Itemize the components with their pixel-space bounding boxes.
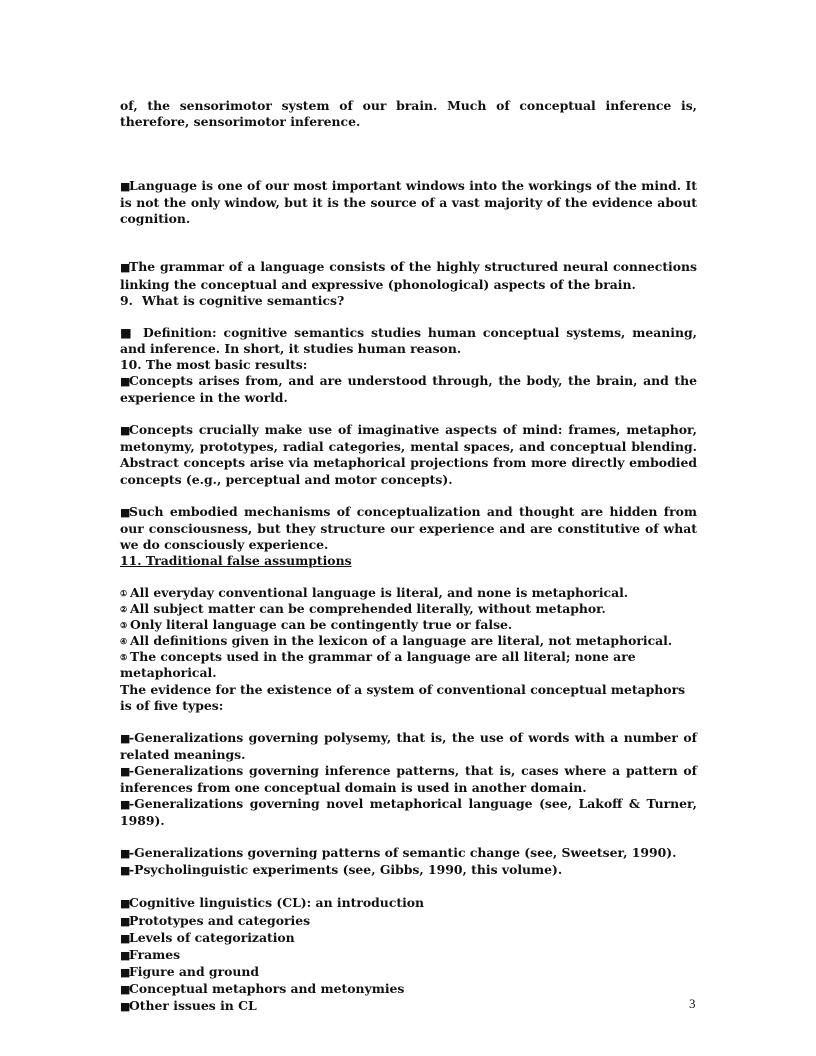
topic-item bbox=[120, 913, 697, 930]
result-3-text: Such embodied mechanisms of conceptualization and thought are hidden from our consciousness, but they structure our experience and are constitutive of what we do consciously experience. bbox=[120, 503, 697, 552]
result-1 bbox=[120, 373, 697, 406]
square-bullet-icon: ■ bbox=[120, 965, 131, 979]
square-bullet-icon: ■ bbox=[120, 1000, 131, 1014]
evidence-item bbox=[120, 763, 697, 796]
topic-text: Other issues in CL bbox=[129, 998, 257, 1014]
circled-digit-icon: ③ bbox=[120, 620, 128, 631]
assumption-text: Only literal language can be contingently true or false. bbox=[130, 617, 513, 633]
square-bullet-icon: ■ bbox=[120, 324, 132, 340]
circled-digit-icon: ④ bbox=[120, 636, 128, 647]
heading-9 bbox=[120, 293, 697, 309]
paragraph-definition bbox=[120, 325, 697, 357]
assumption-item bbox=[120, 617, 697, 633]
heading-10: 10. The most basic results: bbox=[120, 356, 308, 372]
topic-text: Levels of categorization bbox=[129, 929, 295, 945]
evidence-text: -Psycholinguistic experiments (see, Gibbs, 1990, this volume). bbox=[129, 862, 563, 878]
result-2 bbox=[120, 422, 697, 487]
heading-11: 11. Traditional false assumptions bbox=[120, 552, 352, 568]
circled-digit-icon: ① bbox=[120, 587, 128, 598]
assumption-item bbox=[120, 585, 697, 601]
square-bullet-icon: ■ bbox=[120, 897, 131, 911]
topic-item bbox=[120, 998, 697, 1015]
document-page bbox=[120, 98, 697, 1015]
topic-text: Prototypes and categories bbox=[129, 912, 311, 928]
evidence-text: -Generalizations governing patterns of semantic change (see, Sweetser, 1990). bbox=[129, 845, 677, 861]
square-bullet-icon: ■ bbox=[120, 864, 131, 878]
assumption-text: All subject matter can be comprehended literally, without metaphor. bbox=[130, 601, 606, 617]
topic-item bbox=[120, 964, 697, 981]
topics-list bbox=[120, 895, 697, 1015]
square-bullet-icon: ■ bbox=[120, 424, 131, 438]
topic-text: Frames bbox=[129, 946, 181, 962]
paragraph-language-text: Language is one of our most important windows into the workings of the mind. It is not the only window, but it is the source of a vast majority of the evidence about cognition. bbox=[120, 178, 697, 227]
evidence-item bbox=[120, 845, 697, 862]
assumption-item bbox=[120, 601, 697, 617]
topic-item bbox=[120, 981, 697, 998]
evidence-list-a bbox=[120, 730, 697, 830]
assumptions-list bbox=[120, 585, 697, 682]
evidence-list-b bbox=[120, 845, 697, 879]
paragraph-continuation: of, the sensorimotor system of our brain. Much of conceptual inference is, therefore, sensorimotor inference. bbox=[120, 98, 697, 130]
topic-text: Cognitive linguistics (CL): an introduction bbox=[129, 895, 425, 911]
result-1-text: Concepts arises from, and are understood through, the body, the brain, and the experience in the world. bbox=[120, 373, 697, 406]
evidence-item bbox=[120, 796, 697, 829]
topic-text: Conceptual metaphors and metonymies bbox=[129, 980, 405, 996]
square-bullet-icon: ■ bbox=[120, 982, 131, 996]
evidence-intro: The evidence for the existence of a system of conventional conceptual metaphors is of five types: bbox=[120, 681, 686, 713]
assumption-item bbox=[120, 633, 697, 649]
topic-item bbox=[120, 947, 697, 964]
square-bullet-icon: ■ bbox=[120, 180, 131, 194]
paragraph-definition-text: Definition: cognitive semantics studies human conceptual systems, meaning, and inference. In short, it studies human reason. bbox=[120, 324, 697, 356]
square-bullet-icon: ■ bbox=[120, 505, 131, 519]
assumption-item bbox=[120, 649, 697, 681]
evidence-item bbox=[120, 862, 697, 879]
paragraph-grammar bbox=[120, 259, 697, 292]
evidence-item bbox=[120, 730, 697, 763]
square-bullet-icon: ■ bbox=[120, 375, 131, 389]
heading-9-number: 9. bbox=[120, 292, 133, 308]
paragraph-grammar-text: The grammar of a language consists of the highly structured neural connections linking the conceptual and expressive (phonological) aspects of the brain. bbox=[120, 259, 697, 292]
result-2-text: Concepts crucially make use of imaginative aspects of mind: frames, metaphor, metonymy, prototypes, radial categories, mental spaces, and conceptual blending. Abstract concepts arise via metaphorical projections from more directly embodied concepts (e.g., perceptual and motor concepts). bbox=[120, 422, 697, 487]
square-bullet-icon: ■ bbox=[120, 914, 131, 928]
topic-text: Figure and ground bbox=[129, 963, 260, 979]
square-bullet-icon: ■ bbox=[120, 948, 131, 962]
square-bullet-icon: ■ bbox=[120, 931, 131, 945]
square-bullet-icon: ■ bbox=[120, 261, 131, 275]
circled-digit-icon: ⑤ bbox=[120, 652, 128, 663]
assumption-text: All everyday conventional language is literal, and none is metaphorical. bbox=[130, 584, 629, 600]
assumption-text: The concepts used in the grammar of a language are all literal; none are metaphorical. bbox=[120, 649, 636, 681]
square-bullet-icon: ■ bbox=[120, 764, 131, 778]
square-bullet-icon: ■ bbox=[120, 798, 131, 812]
evidence-text: -Generalizations governing inference patterns, that is, cases where a pattern of inferences from one conceptual domain is used in another domain. bbox=[120, 762, 697, 795]
square-bullet-icon: ■ bbox=[120, 731, 131, 745]
topic-item bbox=[120, 895, 697, 912]
result-3 bbox=[120, 504, 697, 553]
square-bullet-icon: ■ bbox=[120, 847, 131, 861]
page-number: 3 bbox=[689, 996, 696, 1011]
paragraph-language bbox=[120, 178, 697, 227]
heading-9-text: What is cognitive semantics? bbox=[142, 292, 345, 308]
circled-digit-icon: ② bbox=[120, 604, 128, 615]
evidence-text: -Generalizations governing polysemy, that is, the use of words with a number of related meanings. bbox=[120, 729, 697, 762]
topic-item bbox=[120, 930, 697, 947]
assumption-text: All definitions given in the lexicon of a language are literal, not metaphorical. bbox=[130, 633, 673, 649]
evidence-text: -Generalizations governing novel metaphorical language (see, Lakoff & Turner, 1989). bbox=[120, 796, 697, 829]
